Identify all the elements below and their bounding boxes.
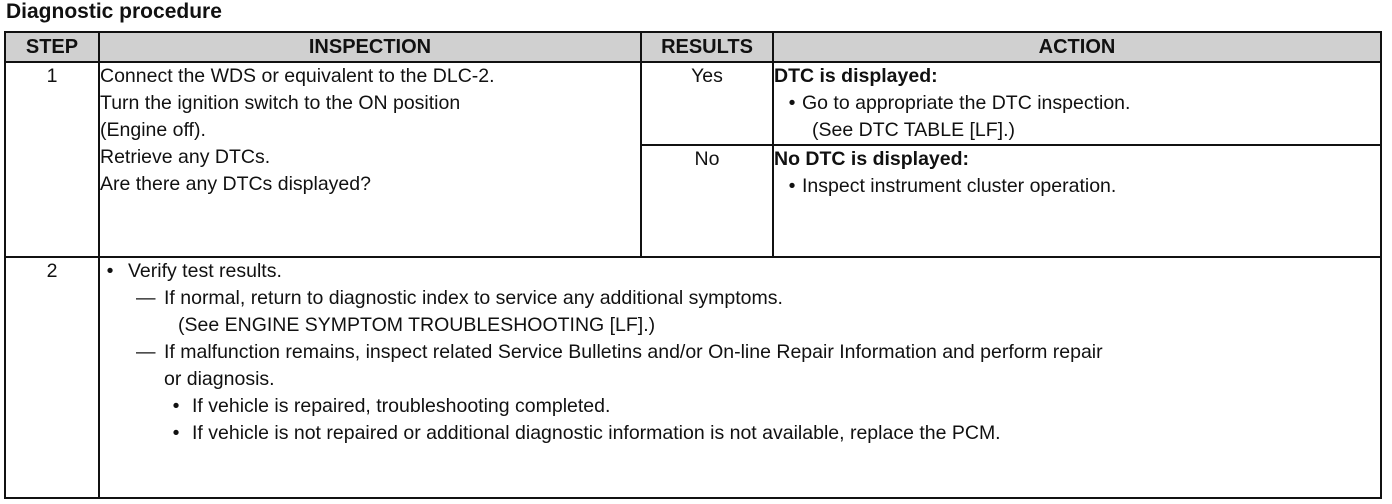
step2-see-reference: (See ENGINE SYMPTOM TROUBLESHOOTING [LF].) bbox=[178, 314, 656, 336]
step1-number: 1 bbox=[5, 62, 99, 257]
bullet-icon: • bbox=[788, 175, 796, 197]
step1-inspection bbox=[99, 62, 641, 257]
header-results: RESULTS bbox=[641, 32, 773, 62]
action-no-heading: No DTC is displayed: bbox=[774, 148, 970, 170]
step2-content bbox=[99, 257, 1381, 498]
step1-result-no: No bbox=[641, 145, 773, 257]
step2-bullet-text: Verify test results. bbox=[128, 260, 282, 282]
step2-row bbox=[5, 257, 1381, 498]
step1-inspection-line: Connect the WDS or equivalent to the DLC-2. bbox=[100, 65, 495, 87]
header-row bbox=[5, 32, 1381, 62]
action-yes-see-reference: (See DTC TABLE [LF].) bbox=[812, 119, 1015, 141]
action-yes-heading: DTC is displayed: bbox=[774, 65, 938, 87]
step1-inspection-line: (Engine off). bbox=[100, 119, 206, 141]
step2-sub2-text: If vehicle is not repaired or additional diagnostic information is not available, replace the PCM. bbox=[192, 422, 1001, 444]
action-no-bullet-text: Inspect instrument cluster operation. bbox=[802, 175, 1117, 197]
step1-action-no bbox=[773, 145, 1381, 257]
step2-dash-item bbox=[100, 339, 1380, 366]
bullet-icon: • bbox=[172, 422, 180, 444]
header-action: ACTION bbox=[773, 32, 1381, 62]
step2-dash-item bbox=[100, 285, 1380, 312]
bullet-icon: • bbox=[788, 92, 796, 114]
step2-dash1-text: If normal, return to diagnostic index to service any additional symptoms. bbox=[164, 287, 783, 309]
step1-result-yes: Yes bbox=[641, 62, 773, 145]
step2-sub-bullet bbox=[100, 393, 1380, 420]
header-step: STEP bbox=[5, 32, 99, 62]
action-no-bullet bbox=[774, 173, 1380, 200]
step1-action-yes bbox=[773, 62, 1381, 145]
bullet-icon: • bbox=[172, 395, 180, 417]
page-title: Diagnostic procedure bbox=[6, 0, 222, 23]
step2-sub-bullet bbox=[100, 420, 1380, 447]
step1-inspection-line: Turn the ignition switch to the ON position bbox=[100, 92, 461, 114]
diagnostic-table bbox=[4, 31, 1382, 499]
step2-dash2-text: If malfunction remains, inspect related Service Bulletins and/or On-line Repair Information and perform repair bbox=[164, 341, 1103, 363]
step1-inspection-line: Retrieve any DTCs. bbox=[100, 146, 271, 168]
step2-dash2-continuation: or diagnosis. bbox=[164, 368, 275, 390]
dash-icon: — bbox=[136, 341, 156, 363]
action-yes-bullet bbox=[774, 90, 1380, 117]
header-inspection: INSPECTION bbox=[99, 32, 641, 62]
step1-yes-row bbox=[5, 62, 1381, 145]
step2-bullet bbox=[100, 258, 1380, 285]
bullet-icon: • bbox=[106, 260, 114, 282]
step2-number: 2 bbox=[5, 257, 99, 498]
step2-sub1-text: If vehicle is repaired, troubleshooting completed. bbox=[192, 395, 611, 417]
dash-icon: — bbox=[136, 287, 156, 309]
action-yes-bullet-text: Go to appropriate the DTC inspection. bbox=[802, 92, 1131, 114]
step1-inspection-line: Are there any DTCs displayed? bbox=[100, 173, 371, 195]
